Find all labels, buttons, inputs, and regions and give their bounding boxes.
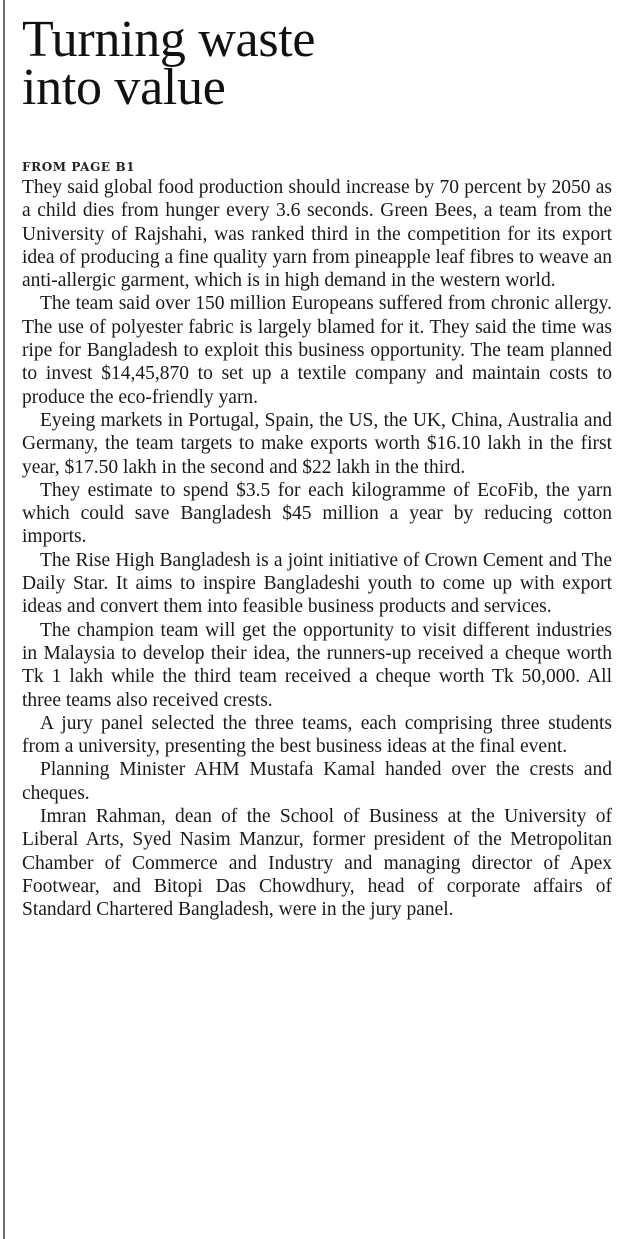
paragraph: They estimate to spend $3.5 for each kilogramme of EcoFib, the yarn which could save Bangladesh $45 million a year by reducing cotton imports. <box>22 479 612 548</box>
column-divider-rule <box>3 0 5 1239</box>
paragraph: A jury panel selected the three teams, each comprising three students from a university, presenting the best business ideas at the final event. <box>22 712 612 758</box>
headline-line-2: into value <box>22 59 226 116</box>
paragraph: The champion team will get the opportunity to visit different industries in Malaysia to develop their idea, the runners-up received a cheque worth Tk 1 lakh while the third team received a cheque worth Tk 50,000. All three teams also received crests. <box>22 619 612 711</box>
paragraph: The Rise High Bangladesh is a joint initiative of Crown Cement and The Daily Star. It aims to inspire Bangladeshi youth to come up with export ideas and convert them into feasible business products and services. <box>22 549 612 618</box>
paragraph: Imran Rahman, dean of the School of Business at the University of Liberal Arts, Syed Nasim Manzur, former president of the Metropolitan Chamber of Commerce and Industry and managing director of Apex Footwear, and Bitopi Das Chowdhury, head of corporate affairs of Standard Chartered Bangladesh, were in the jury panel. <box>22 806 612 921</box>
headline <box>22 0 612 116</box>
headline-line-1: Turning waste <box>22 11 316 68</box>
paragraph: Planning Minister AHM Mustafa Kamal handed over the crests and cheques. <box>22 759 612 804</box>
article-body <box>22 176 612 922</box>
paragraph: The team said over 150 million Europeans suffered from chronic allergy. The use of polyester fabric is largely blamed for it. They said the time was ripe for Bangladesh to exploit this business opportunity. The team planned to invest $14,45,870 to set up a textile company and maintain costs to produce the eco-friendly yarn. <box>22 293 612 408</box>
paragraph: Eyeing markets in Portugal, Spain, the US, the UK, China, Australia and Germany, the team targets to make exports worth $16.10 lakh in the first year, $17.50 lakh in the second and $22 lakh in the third. <box>22 409 612 478</box>
paragraph: They said global food production should increase by 70 percent by 2050 as a child dies from hunger every 3.6 seconds. Green Bees, a team from the University of Rajshahi, was ranked third in the competition for its export idea of producing a fine quality yarn from pineapple leaf fibres to weave an anti-allergic garment, which is in high demand in the western world. <box>22 177 612 292</box>
continuation-kicker: FROM PAGE B1 <box>22 160 136 174</box>
article <box>22 0 612 922</box>
